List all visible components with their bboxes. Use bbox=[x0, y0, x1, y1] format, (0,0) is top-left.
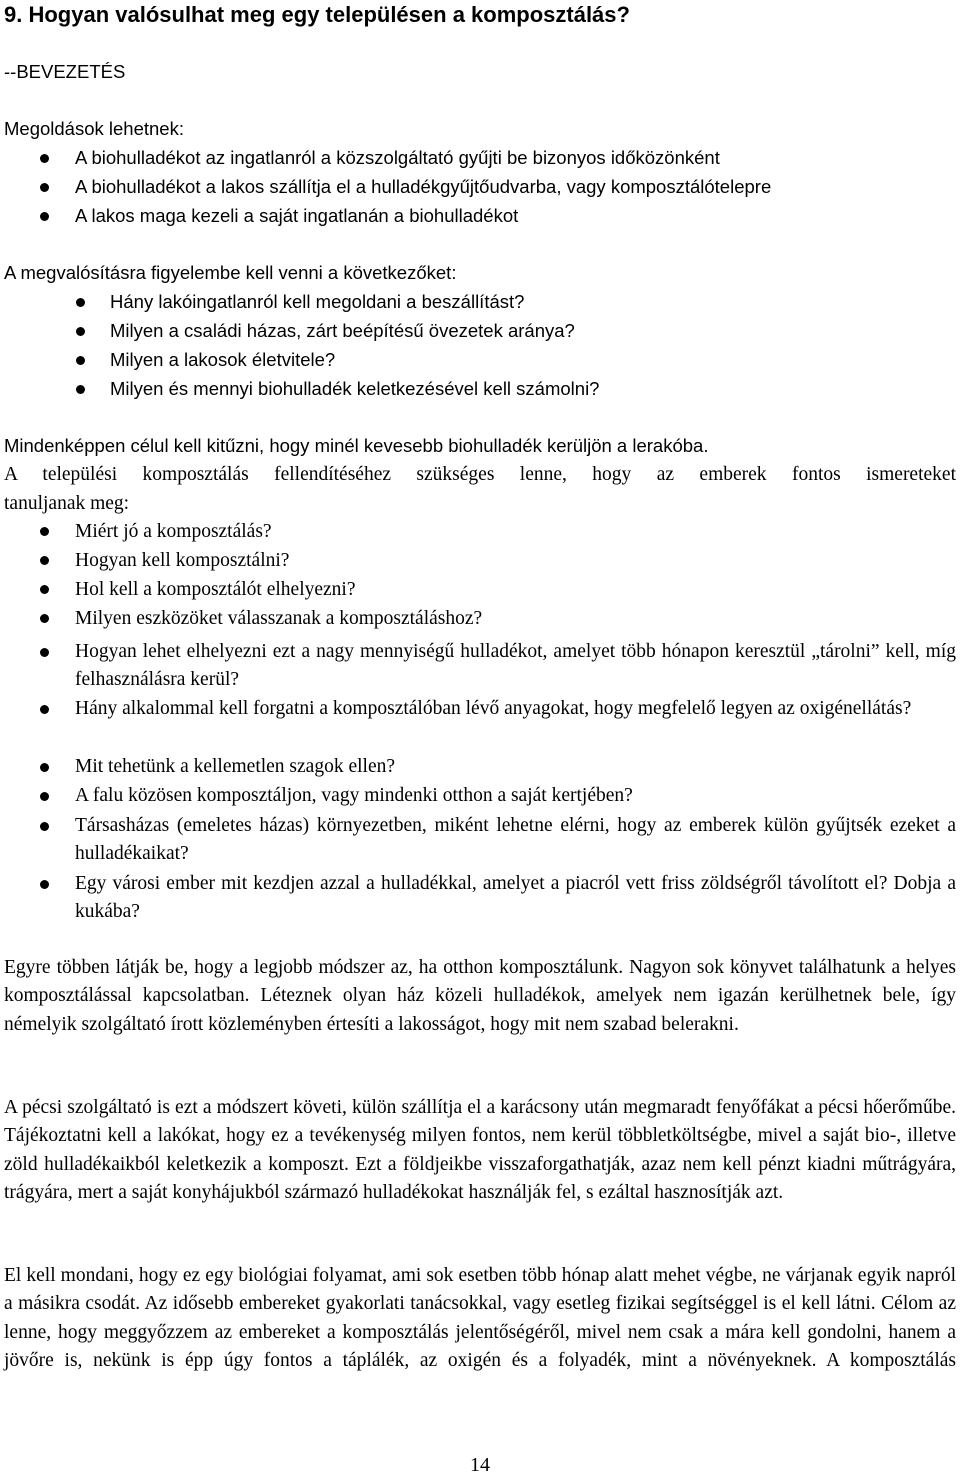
question-item: Milyen eszközöket válasszanak a komposztáláshoz? bbox=[75, 608, 483, 629]
bullet-icon bbox=[40, 154, 49, 163]
question-item: Hol kell a komposztálót elhelyezni? bbox=[75, 579, 356, 600]
bullet-icon bbox=[40, 705, 49, 714]
body-paragraph: Egyre többen látják be, hogy a legjobb módszer az, ha otthon komposztálunk. Nagyon sok könyvet találhatunk a helyes komposztálással kapcsolatban. Léteznek olyan ház közeli hulladékok, amelyek nem igazán kerülhetnek bele, így némelyik szolgáltató írott közleményben értesíti a lakosságot, hogy mit nem szabad belerakni. bbox=[4, 957, 956, 1035]
bullet-icon bbox=[40, 212, 49, 221]
question-item: Egy városi ember mit kezdjen azzal a hulladékkal, amelyet a piacról vett friss zöldségről távolított el? Dobja a kukába? bbox=[75, 873, 956, 923]
bullet-icon bbox=[40, 527, 49, 536]
bullet-icon bbox=[76, 385, 85, 394]
question-item: Mit tehetünk a kellemetlen szagok ellen? bbox=[75, 756, 396, 777]
question-item: Társasházas (emeletes házas) környezetben, miként lehetne elérni, hogy az emberek külön gyűjtsék ezeket a hulladékaikat? bbox=[75, 815, 956, 865]
bullet-icon bbox=[76, 298, 85, 307]
question-item: A falu közösen komposztáljon, vagy mindenki otthon a saját kertjében? bbox=[75, 785, 633, 806]
bullet-icon bbox=[40, 880, 49, 889]
body-paragraph: A pécsi szolgáltató is ezt a módszert követi, külön szállítja el a karácsony után megmaradt fenyőfákat a pécsi hőerőműbe. Tájékoztatni kell a lakókat, hogy ez a tevékenység milyen fontos, nem kerül többletköltségbe, mivel a saját bio-, illetve zöld hulladékaikból keletkezik a komposzt. Ezt a földjeikbe visszaforgathatják, azaz nem kell pénzt kiadni műtrágyára, trágyára, mert a saját konyhájukból származó hulladékokat használják fel, s ezáltal hasznosítják azt. bbox=[4, 1097, 956, 1204]
question-item: Hogyan kell komposztálni? bbox=[75, 550, 290, 571]
page-number: 14 bbox=[470, 1454, 490, 1476]
body-paragraph: El kell mondani, hogy ez egy biológiai folyamat, ami sok esetben több hónap alatt mehet végbe, ne várjanak egyik napról a másikra csodát. Az idősebb embereket gyakorlati tanácsokkal, vagy esetleg fizikai segítséggel is el kell látni. Célom az lenne, hogy meggyőzzem az embereket a komposztálás jelentőségéről, mivel nem csak a mára kell gondolni, hanem a jövőre is, nekünk is épp úgy fontos a táplálék, az oxigén és a folyadék, mint a növényeknek. A komposztálás bbox=[4, 1265, 956, 1372]
consideration-item: Milyen a lakosok életvitele? bbox=[110, 349, 336, 370]
bullet-icon bbox=[40, 614, 49, 623]
solution-item: A lakos maga kezeli a saját ingatlanán a biohulladékot bbox=[75, 205, 519, 226]
consideration-item: Milyen a családi házas, zárt beépítésű övezetek aránya? bbox=[110, 320, 575, 341]
solution-item: A biohulladékot az ingatlanról a közszolgáltató gyűjti be bizonyos időközönként bbox=[75, 147, 720, 168]
bullet-icon bbox=[76, 327, 85, 336]
bullet-icon bbox=[40, 648, 49, 657]
education-intro-line: tanuljanak meg: bbox=[4, 493, 130, 514]
consideration-item: Hány lakóingatlanról kell megoldani a beszállítást? bbox=[110, 291, 525, 312]
goal-statement: Mindenképpen célul kell kitűzni, hogy minél kevesebb biohulladék kerüljön a lerakóba. bbox=[4, 435, 709, 456]
bullet-icon bbox=[40, 792, 49, 801]
bullet-icon bbox=[40, 763, 49, 772]
bullet-icon bbox=[40, 822, 49, 831]
intro-marker: --BEVEZETÉS bbox=[4, 61, 126, 82]
consideration-item: Milyen és mennyi biohulladék keletkezésével kell számolni? bbox=[110, 378, 600, 399]
question-item: Hogyan lehet elhelyezni ezt a nagy mennyiségű hulladékot, amelyet több hónapon keresztül „tárolni” kell, míg felhasználásra kerül? bbox=[75, 641, 956, 691]
bullet-icon bbox=[76, 356, 85, 365]
section-heading: 9. Hogyan valósulhat meg egy településen a komposztálás? bbox=[4, 2, 630, 27]
bullet-icon bbox=[40, 183, 49, 192]
education-intro-line: A települési komposztálás fellendítéséhez szükséges lenne, hogy az emberek fontos ismereteket bbox=[4, 464, 956, 485]
bullet-icon bbox=[40, 585, 49, 594]
question-item: Miért jó a komposztálás? bbox=[75, 521, 272, 542]
considerations-label: A megvalósításra figyelembe kell venni a következőket: bbox=[4, 262, 457, 283]
bullet-icon bbox=[40, 556, 49, 565]
question-item: Hány alkalommal kell forgatni a komposztálóban lévő anyagokat, hogy megfelelő legyen az oxigénellátás? bbox=[75, 698, 912, 719]
solutions-label: Megoldások lehetnek: bbox=[4, 118, 184, 139]
solution-item: A biohulladékot a lakos szállítja el a hulladékgyűjtőudvarba, vagy komposztálótelepre bbox=[75, 176, 772, 197]
